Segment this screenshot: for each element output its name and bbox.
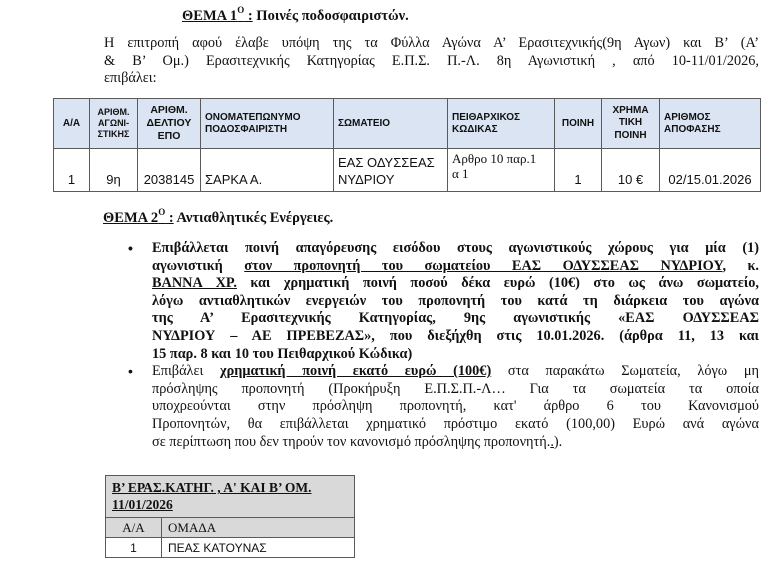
cell-fine: 10 € — [602, 149, 660, 192]
cell-line: ΝΥΔΡΙΟΥ — [338, 172, 395, 187]
col-header-team: ΟΜΑΔΑ — [162, 518, 355, 538]
cell-line: α 1 — [452, 166, 469, 181]
col-header-code — [448, 99, 555, 149]
header-line: ΑΡΙΘΜ. — [150, 104, 188, 116]
bullet-line: αγωνιστική στον προπονητή του σωματείου ΕΑΣ ΟΔΥΣΣΕΑΣ ΝΥΔΡΙΟΥ, κ. — [152, 257, 759, 274]
bullet-line: πρόσληψης προπονητή (Προκήρυξη Ε.Π.Σ.Π.-Λ… Για τα σωματεία τα οποία — [152, 380, 759, 397]
title-line: 11/01/2026 — [112, 497, 173, 512]
header-line: ΠΟΙΝΗ — [614, 129, 647, 141]
teams-fined-table — [105, 475, 355, 558]
header-line: ΠΟΔΟΣΦΑΙΡΙΣΤΗ — [205, 123, 288, 135]
intro-line: & Β’ Ομ.) Ερασιτεχνικής Κατηγορίας Ε.Π.Σ. Π.-Λ. 8η Αγωνιστική , από 10-11/01/2026, — [104, 52, 759, 69]
col-header-club: ΣΩΜΑΤΕΙΟ — [334, 99, 448, 149]
header-line: ΠΕΙΘΑΡΧΙΚΟΣ — [452, 111, 521, 123]
intro-line: Η επιτροπή αφού έλαβε υπόψη της τα Φύλλα Αγώνα Α’ Ερασιτεχνικής(9η Αγων) και Β’ (Α’ — [104, 35, 759, 51]
table-row — [106, 538, 355, 558]
header-line: ΤΙΚΗ — [618, 117, 643, 129]
cell-penalty: 1 — [555, 149, 602, 192]
header-line: ΣΤΙΚΗΣ — [97, 129, 130, 139]
table-title — [106, 476, 355, 518]
section1-heading-title: Ποινές ποδοσφαιριστών. — [252, 8, 409, 24]
header-line: ΑΓΩΝΙ- — [97, 118, 130, 128]
cell-aa: 1 — [106, 538, 162, 558]
bullet-line: ΝΥΔΡΙΟΥ – ΑΕ ΠΡΕΒΕΖΑΣ», που διεξήχθη στις 10.01.2026. (άρθρα 11, 13 και — [152, 327, 759, 344]
cell-code — [448, 149, 555, 192]
cell-card-no: 2038145 — [138, 149, 201, 192]
bullet-coach-ban — [128, 240, 759, 363]
table-header-row — [106, 518, 355, 538]
bullet-line: υποχρεούνται στην πρόσληψη προπονητή, κατ' άρθρο 6 του Κανονισμού — [152, 398, 759, 415]
col-header-card-no — [138, 99, 201, 149]
header-line: ΚΩΔΙΚΑΣ — [452, 123, 498, 135]
bullet-coach-hiring-fine — [128, 363, 760, 451]
section1-intro — [104, 35, 759, 88]
bullet-line: Επιβάλλεται ποινή απαγόρευσης εισόδου στους αγωνιστικούς χώρους για μία (1) — [152, 240, 759, 256]
bullet-line: λόγω αντιαθλητικών ενεργειών του προπονητή του κατά τη διάρκεια του αγώνα — [152, 292, 759, 309]
header-line: ΟΝΟΜΑΤΕΠΩΝΥΜΟ — [205, 111, 301, 123]
section1-heading — [182, 5, 409, 25]
col-header-penalty: ΠΟΙΝΗ — [555, 99, 602, 149]
cell-line: Αρθρο 10 παρ.1 — [452, 151, 537, 166]
bullet-line: 15 παρ. 8 και 10 του Πειθαρχικού Κώδικα) — [152, 345, 413, 362]
cell-aa: 1 — [54, 149, 90, 192]
table-header-row — [54, 99, 761, 149]
section2-heading — [103, 207, 334, 227]
cell-player: ΣΑΡΚΑ Α. — [201, 149, 334, 192]
col-header-round — [90, 99, 138, 149]
col-header-aa: Α/Α — [54, 99, 90, 149]
bullet-line: Προπονητών, θα επιβάλλεται χρηματικό πρόστιμο εκατό (100,00) Ευρώ ανά αγώνα — [152, 415, 759, 432]
bullet-icon: • — [128, 363, 133, 380]
col-header-decision — [660, 99, 761, 149]
cell-line: ΕΑΣ ΟΔΥΣΣΕΑΣ — [338, 155, 435, 170]
bullet-line: σε περίπτωση που δεν τηρούν τον κανονισμό πρόσληψης προπονητή..). — [152, 433, 563, 450]
header-line: ΧΡΗΜΑ — [612, 104, 649, 116]
player-penalties-table — [53, 98, 761, 192]
header-line: ΔΕΛΤΙΟΥ — [146, 117, 192, 129]
section2-heading-title: Αντιαθλητικές Ενέργειες. — [173, 210, 334, 226]
col-header-fine — [602, 99, 660, 149]
intro-line: επιβάλει: — [104, 70, 157, 87]
bullet-icon: • — [128, 240, 133, 256]
cell-team: ΠΕΑΣ ΚΑΤΟΥΝΑΣ — [162, 538, 355, 558]
section2-heading-label: ΘΕΜΑ $2^O$ : — [103, 207, 174, 226]
section2-bullet-list — [128, 240, 760, 451]
table-row — [54, 149, 761, 192]
bullet-line: Επιβάλει χρηματική ποινή εκατό ευρώ (100€) στα παρακάτω Σωματεία, λόγω μη — [152, 363, 760, 380]
header-line: ΑΡΙΘΜ. — [97, 107, 130, 117]
col-header-aa: Α/Α — [106, 518, 162, 538]
bullet-line: της Α’ Ερασιτεχνικής Κατηγορίας, 9ης αγωνιστικής «ΕΑΣ ΟΔΥΣΣΕΑΣ — [152, 310, 759, 327]
cell-club — [334, 149, 448, 192]
bullet-line: ΒΑΝΝΑ ΧΡ. και χρηματική ποινή ποσού δέκα ευρώ (10€) στο ως άνω σωματείο, — [152, 275, 759, 292]
col-header-player — [201, 99, 334, 149]
header-line: ΕΠΟ — [157, 130, 181, 142]
cell-decision: 02/15.01.2026 — [660, 149, 761, 192]
title-line: Β’ ΕΡΑΣ.ΚΑΤΗΓ. , Α' ΚΑΙ Β’ ΟΜ. — [112, 480, 312, 495]
section1-heading-label: ΘΕΜΑ $1^O$ : — [182, 5, 253, 24]
header-line: ΑΡΙΘΜΟΣ — [664, 111, 711, 123]
table-title-row — [106, 476, 355, 518]
header-line: ΑΠΟΦΑΣΗΣ — [664, 123, 721, 135]
cell-round: 9η — [90, 149, 138, 192]
